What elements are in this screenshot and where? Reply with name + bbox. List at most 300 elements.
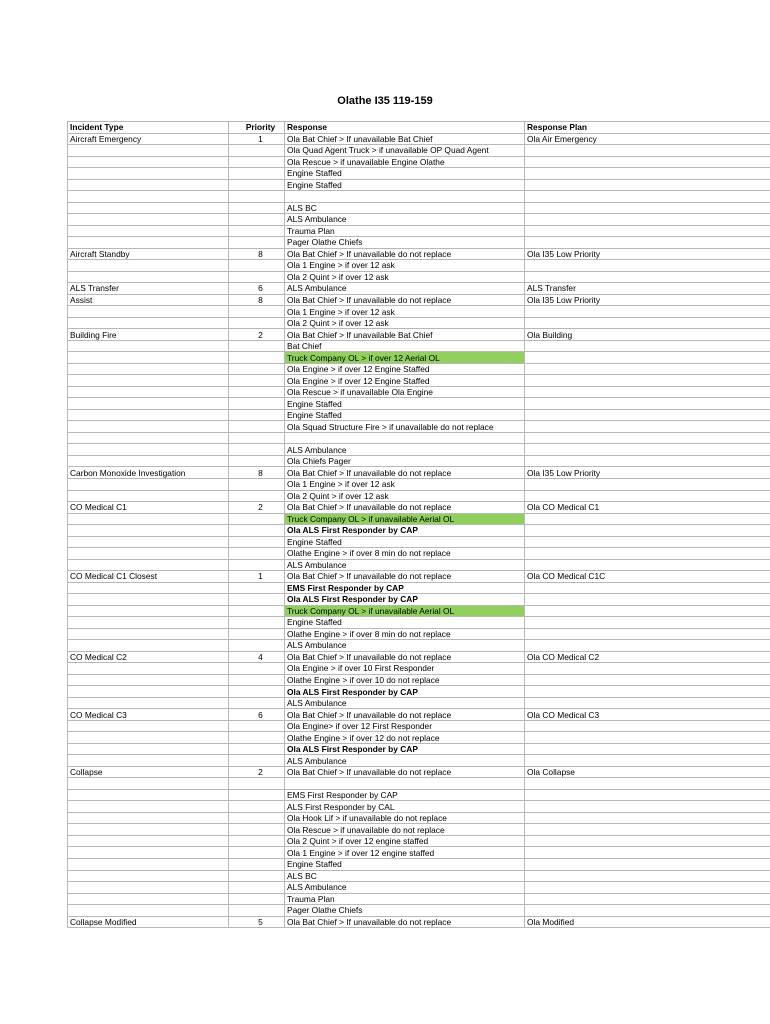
response-plan-cell: [525, 870, 770, 882]
table-row: [68, 513, 770, 525]
priority-cell: 1: [229, 133, 285, 145]
response-plan-cell: [525, 743, 770, 755]
priority-cell: [229, 317, 285, 329]
response-plan-cell: [525, 548, 770, 560]
response-plan-cell: [525, 398, 770, 410]
response-cell: Ola ALS First Responder by CAP: [285, 525, 525, 537]
header-response-plan: Response Plan: [525, 122, 770, 134]
priority-cell: [229, 340, 285, 352]
incident-type-cell: [68, 386, 229, 398]
table-row: [68, 145, 770, 157]
priority-cell: [229, 594, 285, 606]
priority-cell: 6: [229, 283, 285, 295]
response-plan-cell: [525, 812, 770, 824]
response-plan-cell: [525, 859, 770, 871]
response-cell: Engine Staffed: [285, 398, 525, 410]
incident-type-cell: CO Medical C3: [68, 709, 229, 721]
table-row: [68, 409, 770, 421]
table-row: [68, 536, 770, 548]
response-cell: Ola Rescue > if unavailable Ola Engine: [285, 386, 525, 398]
priority-cell: 2: [229, 329, 285, 341]
response-plan-cell: Ola Collapse: [525, 766, 770, 778]
response-plan-cell: Ola CO Medical C3: [525, 709, 770, 721]
table-row: [68, 582, 770, 594]
response-cell: Olathe Engine > if over 8 min do not replace: [285, 628, 525, 640]
priority-cell: [229, 409, 285, 421]
response-cell: Trauma Plan: [285, 893, 525, 905]
incident-type-cell: [68, 432, 229, 444]
incident-type-cell: [68, 548, 229, 560]
incident-type-cell: [68, 617, 229, 629]
table-row: [68, 755, 770, 767]
table-row: [68, 260, 770, 272]
incident-type-cell: [68, 237, 229, 249]
response-plan-cell: [525, 755, 770, 767]
table-row: [68, 617, 770, 629]
table-row: [68, 156, 770, 168]
table-row: [68, 502, 770, 514]
priority-cell: [229, 225, 285, 237]
response-cell: ALS Ambulance: [285, 755, 525, 767]
response-plan-cell: [525, 317, 770, 329]
table-row: [68, 398, 770, 410]
response-cell: Ola Engine> if over 12 First Responder: [285, 720, 525, 732]
incident-type-cell: [68, 525, 229, 537]
response-cell: Ola Bat Chief > If unavailable Bat Chief: [285, 133, 525, 145]
priority-cell: [229, 812, 285, 824]
response-cell: Ola Bat Chief > If unavailable do not replace: [285, 651, 525, 663]
response-cell: Engine Staffed: [285, 536, 525, 548]
response-cell: ALS BC: [285, 202, 525, 214]
response-cell: Ola 1 Engine > if over 12 ask: [285, 260, 525, 272]
incident-type-cell: [68, 594, 229, 606]
incident-type-cell: Collapse Modified: [68, 916, 229, 928]
response-cell: Ola Bat Chief > If unavailable do not replace: [285, 709, 525, 721]
table-row: [68, 801, 770, 813]
table-row: [68, 329, 770, 341]
response-cell: EMS First Responder by CAP: [285, 582, 525, 594]
response-plan-cell: Ola I35 Low Priority: [525, 294, 770, 306]
incident-type-cell: [68, 732, 229, 744]
response-cell: EMS First Responder by CAP: [285, 789, 525, 801]
table-row: [68, 225, 770, 237]
response-cell: Ola Rescue > if unavailable Engine Olathe: [285, 156, 525, 168]
response-plan-cell: [525, 444, 770, 456]
response-cell: Ola Engine > if over 12 Engine Staffed: [285, 375, 525, 387]
incident-type-cell: Assist: [68, 294, 229, 306]
response-plan-cell: Ola I35 Low Priority: [525, 467, 770, 479]
incident-type-cell: [68, 455, 229, 467]
response-plan-cell: Ola Modified: [525, 916, 770, 928]
response-cell: Bat Chief: [285, 340, 525, 352]
table-row: [68, 271, 770, 283]
priority-cell: [229, 778, 285, 790]
response-plan-cell: [525, 202, 770, 214]
response-cell: ALS BC: [285, 870, 525, 882]
response-plan-cell: [525, 271, 770, 283]
incident-type-cell: [68, 663, 229, 675]
response-plan-cell: [525, 536, 770, 548]
incident-type-cell: [68, 847, 229, 859]
priority-cell: [229, 490, 285, 502]
incident-type-cell: [68, 421, 229, 433]
incident-type-cell: [68, 156, 229, 168]
priority-cell: [229, 386, 285, 398]
response-plan-cell: [525, 697, 770, 709]
priority-cell: [229, 582, 285, 594]
incident-type-cell: [68, 755, 229, 767]
response-cell: [285, 778, 525, 790]
table-row: [68, 202, 770, 214]
response-plan-cell: [525, 594, 770, 606]
response-cell: Ola 2 Quint > if over 12 ask: [285, 317, 525, 329]
response-cell: Ola ALS First Responder by CAP: [285, 594, 525, 606]
priority-cell: [229, 732, 285, 744]
priority-cell: [229, 398, 285, 410]
incident-type-cell: [68, 271, 229, 283]
priority-cell: [229, 145, 285, 157]
table-row: [68, 835, 770, 847]
incident-type-cell: [68, 628, 229, 640]
priority-cell: [229, 202, 285, 214]
response-cell: Ola Bat Chief > If unavailable do not replace: [285, 502, 525, 514]
response-plan-cell: [525, 352, 770, 364]
priority-cell: [229, 168, 285, 180]
response-plan-cell: [525, 882, 770, 894]
response-plan-cell: [525, 686, 770, 698]
response-plan-cell: [525, 663, 770, 675]
response-plan-cell: [525, 720, 770, 732]
incident-type-cell: [68, 605, 229, 617]
response-cell: Engine Staffed: [285, 617, 525, 629]
incident-type-cell: [68, 363, 229, 375]
table-row: [68, 478, 770, 490]
incident-type-cell: Carbon Monoxide Investigation: [68, 467, 229, 479]
table-row: [68, 905, 770, 917]
response-cell: Engine Staffed: [285, 409, 525, 421]
response-plan-cell: [525, 145, 770, 157]
priority-cell: [229, 559, 285, 571]
response-cell: ALS Ambulance: [285, 640, 525, 652]
response-plan-cell: [525, 490, 770, 502]
document-title: Olathe I35 119-159: [337, 95, 433, 107]
response-cell: Truck Company OL > if over 12 Aerial OL: [285, 352, 525, 364]
response-plan-cell: Ola CO Medical C1: [525, 502, 770, 514]
response-cell: Ola Bat Chief > If unavailable do not replace: [285, 248, 525, 260]
table-row: [68, 421, 770, 433]
table-row: [68, 559, 770, 571]
incident-type-cell: [68, 444, 229, 456]
table-row: [68, 375, 770, 387]
response-cell: Ola 2 Quint > if over 12 ask: [285, 271, 525, 283]
priority-cell: 8: [229, 294, 285, 306]
response-plan-cell: Ola CO Medical C2: [525, 651, 770, 663]
response-cell: ALS Ambulance: [285, 697, 525, 709]
response-cell: Ola Bat Chief > If unavailable do not replace: [285, 467, 525, 479]
table-row: [68, 191, 770, 203]
incident-type-cell: [68, 720, 229, 732]
table-row: [68, 444, 770, 456]
response-plan-cell: [525, 893, 770, 905]
response-plan-cell: [525, 905, 770, 917]
response-plan-cell: [525, 375, 770, 387]
table-row: [68, 686, 770, 698]
incident-type-cell: [68, 536, 229, 548]
response-plan-cell: [525, 421, 770, 433]
priority-cell: [229, 859, 285, 871]
table-row: [68, 651, 770, 663]
response-cell: Pager Olathe Chiefs: [285, 237, 525, 249]
incident-type-cell: [68, 513, 229, 525]
response-plan-cell: [525, 478, 770, 490]
table-row: [68, 824, 770, 836]
response-cell: ALS Ambulance: [285, 214, 525, 226]
response-plan-cell: [525, 386, 770, 398]
response-cell: ALS Ambulance: [285, 882, 525, 894]
incident-type-cell: [68, 674, 229, 686]
priority-cell: 8: [229, 248, 285, 260]
table-body: [68, 122, 770, 928]
incident-type-cell: [68, 686, 229, 698]
table-header-row: [68, 122, 770, 134]
incident-type-cell: [68, 859, 229, 871]
priority-cell: 2: [229, 502, 285, 514]
table-row: [68, 697, 770, 709]
incident-type-cell: Collapse: [68, 766, 229, 778]
response-plan-cell: [525, 835, 770, 847]
priority-cell: [229, 363, 285, 375]
response-cell: Ola Hook Lif > if unavailable do not replace: [285, 812, 525, 824]
table-row: [68, 778, 770, 790]
table-row: [68, 133, 770, 145]
priority-cell: [229, 271, 285, 283]
incident-type-cell: [68, 490, 229, 502]
table-row: [68, 386, 770, 398]
incident-type-cell: [68, 352, 229, 364]
incident-type-cell: [68, 801, 229, 813]
response-plan-cell: [525, 640, 770, 652]
table-row: [68, 789, 770, 801]
priority-cell: [229, 663, 285, 675]
response-plan-cell: [525, 525, 770, 537]
header-response: Response: [285, 122, 525, 134]
table-row: [68, 916, 770, 928]
response-plan-cell: ALS Transfer: [525, 283, 770, 295]
response-cell: [285, 191, 525, 203]
incident-type-cell: [68, 225, 229, 237]
incident-type-cell: Aircraft Emergency: [68, 133, 229, 145]
response-plan-cell: [525, 617, 770, 629]
response-plan-cell: [525, 789, 770, 801]
response-plan-cell: [525, 732, 770, 744]
response-plan-cell: [525, 801, 770, 813]
priority-cell: [229, 789, 285, 801]
table-row: [68, 340, 770, 352]
table-row: [68, 432, 770, 444]
response-cell: ALS First Responder by CAL: [285, 801, 525, 813]
incident-type-cell: [68, 697, 229, 709]
priority-cell: [229, 835, 285, 847]
response-cell: Ola ALS First Responder by CAP: [285, 743, 525, 755]
table-row: [68, 317, 770, 329]
incident-type-cell: Aircraft Standby: [68, 248, 229, 260]
response-plan-cell: Ola I35 Low Priority: [525, 248, 770, 260]
priority-cell: [229, 179, 285, 191]
table-row: [68, 168, 770, 180]
incident-type-cell: [68, 824, 229, 836]
incident-type-cell: [68, 559, 229, 571]
response-cell: Ola Chiefs Pager: [285, 455, 525, 467]
response-cell: Pager Olathe Chiefs: [285, 905, 525, 917]
incident-type-cell: [68, 835, 229, 847]
response-cell: Ola Quad Agent Truck > if unavailable OP Quad Agent: [285, 145, 525, 157]
incident-type-cell: Building Fire: [68, 329, 229, 341]
incident-type-cell: [68, 214, 229, 226]
response-cell: Truck Company OL > if unavailable Aerial OL: [285, 605, 525, 617]
response-cell: ALS Ambulance: [285, 444, 525, 456]
incident-type-cell: [68, 882, 229, 894]
priority-cell: [229, 306, 285, 318]
response-plan-cell: [525, 824, 770, 836]
response-plan-cell: Ola Air Emergency: [525, 133, 770, 145]
priority-cell: [229, 720, 285, 732]
incident-type-cell: [68, 191, 229, 203]
table-row: [68, 363, 770, 375]
table-row: [68, 237, 770, 249]
table-row: [68, 179, 770, 191]
response-cell: Engine Staffed: [285, 179, 525, 191]
response-plan-cell: [525, 237, 770, 249]
response-cell: [285, 432, 525, 444]
response-plan-cell: Ola CO Medical C1C: [525, 571, 770, 583]
incident-type-cell: [68, 340, 229, 352]
table-row: [68, 640, 770, 652]
response-plan-cell: [525, 363, 770, 375]
table-row: [68, 605, 770, 617]
response-plan-cell: Ola Building: [525, 329, 770, 341]
response-cell: Ola Bat Chief > If unavailable do not replace: [285, 916, 525, 928]
priority-cell: [229, 674, 285, 686]
response-cell: Ola 1 Engine > if over 12 engine staffed: [285, 847, 525, 859]
response-cell: Ola Bat Chief > If unavailable Bat Chief: [285, 329, 525, 341]
response-plan-cell: [525, 260, 770, 272]
response-cell: Ola ALS First Responder by CAP: [285, 686, 525, 698]
incident-type-cell: [68, 306, 229, 318]
table-row: [68, 594, 770, 606]
priority-cell: [229, 847, 285, 859]
table-row: [68, 766, 770, 778]
table-row: [68, 663, 770, 675]
incident-type-cell: [68, 202, 229, 214]
response-cell: Ola Engine > if over 12 Engine Staffed: [285, 363, 525, 375]
response-plan-cell: [525, 455, 770, 467]
incident-type-cell: [68, 478, 229, 490]
table-row: [68, 283, 770, 295]
priority-cell: [229, 686, 285, 698]
response-cell: Engine Staffed: [285, 168, 525, 180]
incident-type-cell: CO Medical C1: [68, 502, 229, 514]
priority-cell: [229, 375, 285, 387]
priority-cell: [229, 444, 285, 456]
response-cell: Ola Bat Chief > If unavailable do not replace: [285, 294, 525, 306]
dispatch-table: [67, 121, 770, 928]
priority-cell: [229, 882, 285, 894]
response-cell: Trauma Plan: [285, 225, 525, 237]
priority-cell: [229, 352, 285, 364]
priority-cell: [229, 640, 285, 652]
response-cell: Ola 1 Engine > if over 12 ask: [285, 478, 525, 490]
incident-type-cell: [68, 812, 229, 824]
response-cell: Truck Company OL > if unavailable Aerial OL: [285, 513, 525, 525]
incident-type-cell: [68, 743, 229, 755]
priority-cell: [229, 697, 285, 709]
incident-type-cell: [68, 582, 229, 594]
incident-type-cell: [68, 179, 229, 191]
priority-cell: [229, 478, 285, 490]
incident-type-cell: [68, 398, 229, 410]
priority-cell: [229, 905, 285, 917]
incident-type-cell: [68, 870, 229, 882]
incident-type-cell: [68, 317, 229, 329]
incident-type-cell: [68, 893, 229, 905]
priority-cell: [229, 421, 285, 433]
priority-cell: 8: [229, 467, 285, 479]
response-cell: Ola 2 Quint > if over 12 ask: [285, 490, 525, 502]
table-row: [68, 674, 770, 686]
response-plan-cell: [525, 225, 770, 237]
table-row: [68, 732, 770, 744]
response-plan-cell: [525, 156, 770, 168]
table-row: [68, 548, 770, 560]
priority-cell: 6: [229, 709, 285, 721]
response-cell: Ola Bat Chief > If unavailable do not replace: [285, 766, 525, 778]
response-cell: Olathe Engine > if over 8 min do not replace: [285, 548, 525, 560]
response-plan-cell: [525, 582, 770, 594]
priority-cell: 2: [229, 766, 285, 778]
table-row: [68, 893, 770, 905]
incident-type-cell: [68, 778, 229, 790]
priority-cell: [229, 156, 285, 168]
priority-cell: [229, 432, 285, 444]
priority-cell: [229, 536, 285, 548]
table-row: [68, 455, 770, 467]
response-plan-cell: [525, 605, 770, 617]
incident-type-cell: [68, 640, 229, 652]
response-plan-cell: [525, 559, 770, 571]
header-incident-type: Incident Type: [68, 122, 229, 134]
header-priority: Priority: [229, 122, 285, 134]
response-plan-cell: [525, 778, 770, 790]
priority-cell: [229, 214, 285, 226]
response-plan-cell: [525, 179, 770, 191]
incident-type-cell: ALS Transfer: [68, 283, 229, 295]
response-plan-cell: [525, 340, 770, 352]
table-row: [68, 490, 770, 502]
priority-cell: [229, 191, 285, 203]
incident-type-cell: [68, 789, 229, 801]
response-cell: Engine Staffed: [285, 859, 525, 871]
priority-cell: [229, 455, 285, 467]
incident-type-cell: CO Medical C2: [68, 651, 229, 663]
priority-cell: [229, 870, 285, 882]
incident-type-cell: CO Medical C1 Closest: [68, 571, 229, 583]
table-row: [68, 571, 770, 583]
priority-cell: [229, 824, 285, 836]
priority-cell: 1: [229, 571, 285, 583]
priority-cell: [229, 548, 285, 560]
response-plan-cell: [525, 409, 770, 421]
table-row: [68, 709, 770, 721]
